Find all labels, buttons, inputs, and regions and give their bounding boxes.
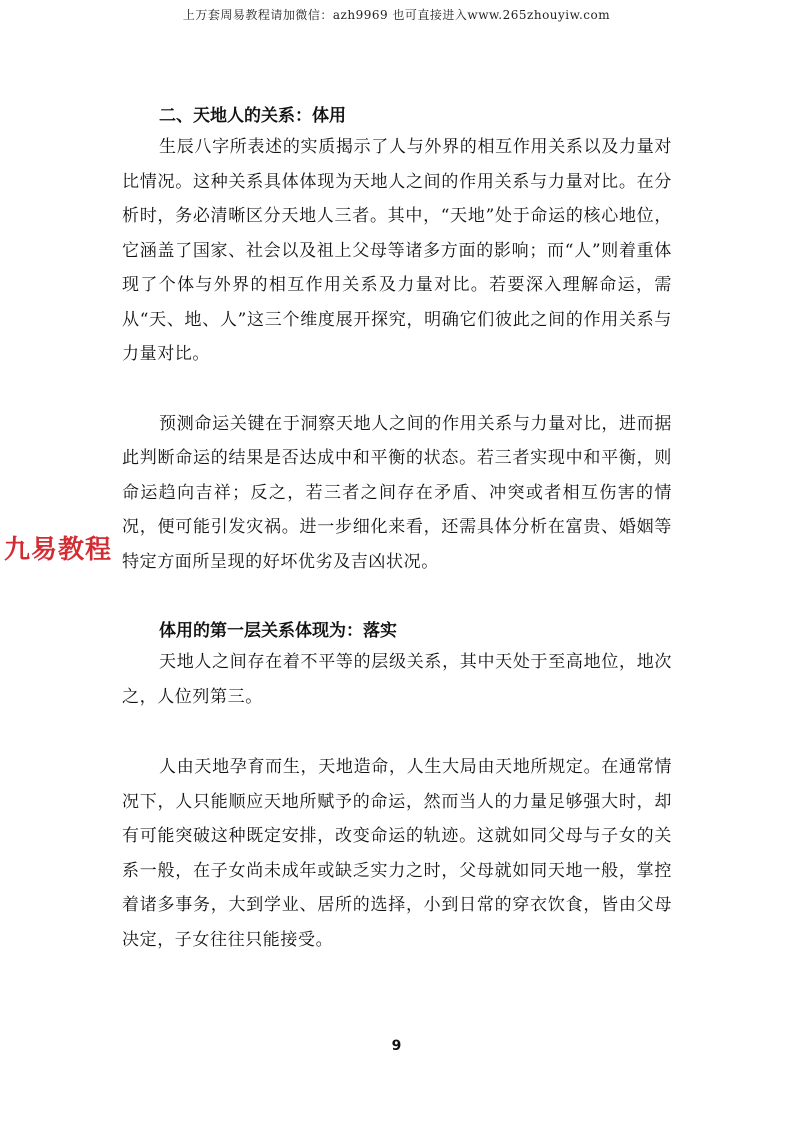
page-content <box>122 102 672 957</box>
header-note: 上万套周易教程请加微信：azh9969 也可直接进入www.265zhouyiw.com <box>182 8 611 22</box>
section-heading-tiyong: 二、天地人的关系：体用 <box>159 106 346 126</box>
paragraph-spacer <box>122 372 672 407</box>
section-heading-luoshi: 体用的第一层关系体现为：落实 <box>159 621 397 641</box>
page-number: 9 <box>391 1038 402 1054</box>
paragraph-spacer <box>122 714 672 750</box>
paragraph: 人由天地孕育而生，天地造命，人生大局由天地所规定。在通常情况下，人只能顺应天地所赋予的命运，然而当人的力量足够强大时，却有可能突破这种既定安排，改变命运的轨迹。这就如同父母与子女的关系一般，在子女尚未成年或缺乏实力之时，父母就如同天地一般，掌控着诸多事务，大到学业、居所的选择，小到日常的穿衣饮食，皆由父母决定，子女往往只能接受。 <box>122 757 672 950</box>
watermark-logo: 九易教程 <box>4 535 113 565</box>
paragraph: 预测命运关键在于洞察天地人之间的作用关系与力量对比，进而据此判断命运的结果是否达成中和平衡的状态。若三者实现中和平衡，则命运趋向吉祥；反之，若三者之间存在矛盾、冲突或者相互伤害的情况，便可能引发灾祸。进一步细化来看，还需具体分析在富贵、婚姻等特定方面所呈现的好坏优劣及吉凶状况。 <box>122 413 672 572</box>
paragraph: 天地人之间存在着不平等的层级关系，其中天处于至高地位，地次之，人位列第三。 <box>122 652 672 707</box>
paragraph: 生辰八字所表述的实质揭示了人与外界的相互作用关系以及力量对比情况。这种关系具体体现为天地人之间的作用关系与力量对比。在分析时，务必清晰区分天地人三者。其中，“天地”处于命运的核心地位，它涵盖了国家、社会以及祖上父母等诸多方面的影响；而“人”则着重体现了个体与外界的相互作用关系及力量对比。若要深入理解命运，需从“天、地、人”这三个维度展开探究，明确它们彼此之间的作用关系与力量对比。 <box>122 137 672 364</box>
paragraph-spacer <box>122 579 672 617</box>
